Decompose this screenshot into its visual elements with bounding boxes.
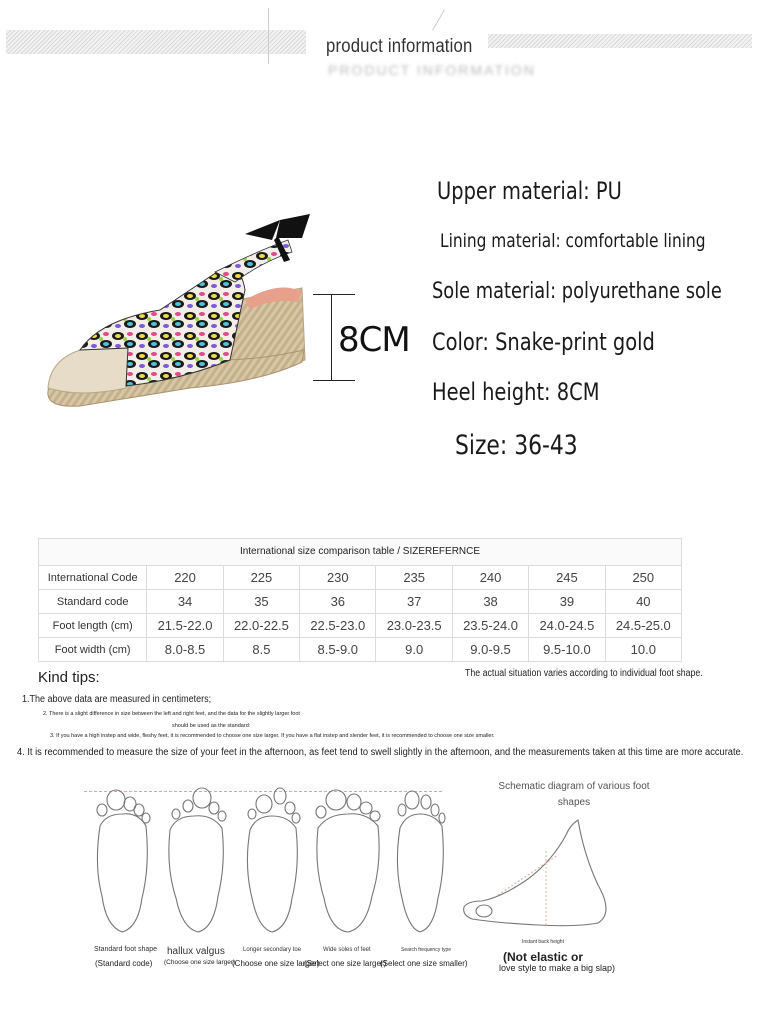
size-table-grid: [38, 565, 682, 662]
row-label: International Code: [39, 566, 147, 590]
side-diagram-title-text: Schematic diagram of various foot shapes: [498, 781, 650, 808]
row-label: Standard code: [39, 590, 147, 614]
table-cell: 9.5-10.0: [529, 638, 605, 662]
foot-wide-sole-icon: [312, 786, 386, 936]
foot-note-wide: (Select one size larger): [304, 959, 387, 968]
header-divider-right: [432, 9, 445, 30]
row-label: Foot length (cm): [39, 614, 147, 638]
table-cell: 220: [147, 566, 223, 590]
spec-upper-material: Upper material: PU: [437, 177, 622, 205]
table-cell: 8.5-9.0: [300, 638, 376, 662]
table-cell: 39: [529, 590, 605, 614]
tips-heading: Kind tips:: [38, 669, 100, 686]
foot-standard-icon: [88, 786, 158, 936]
spec-heel-height: Heel height: 8CM: [432, 378, 600, 406]
header-divider-left: [268, 8, 269, 64]
table-row: [39, 590, 682, 614]
table-cell: 245: [529, 566, 605, 590]
side-diagram-title: [496, 779, 652, 811]
table-cell: 34: [147, 590, 223, 614]
tip-item-4: 4. It is recommended to measure the size of your feet in the afternoon, as feet tend to swell slightly in the afternoon, and the measurements taken at this time are more accurate.: [17, 747, 744, 758]
shoe-image: [40, 210, 320, 420]
height-marker-label: 8CM: [338, 320, 410, 360]
foot-note-slender: (Select one size smaller): [380, 959, 468, 968]
foot-label-second-toe: Longer secondary toe: [243, 947, 302, 953]
header-hatch-left: [6, 30, 306, 54]
table-row: [39, 566, 682, 590]
foot-label-standard: Standard foot shape: [94, 946, 158, 953]
table-cell: 8.0-8.5: [147, 638, 223, 662]
foot-longer-second-toe-icon: [238, 786, 308, 936]
table-cell: 23.0-23.5: [376, 614, 452, 638]
side-small-label: Instant back height: [522, 939, 564, 945]
table-cell: 230: [300, 566, 376, 590]
foot-label-slender: Search frequency type: [401, 947, 452, 953]
table-cell: 40: [605, 590, 681, 614]
table-cell: 37: [376, 590, 452, 614]
table-cell: 23.5-24.0: [452, 614, 528, 638]
table-cell: 24.0-24.5: [529, 614, 605, 638]
size-table: [38, 538, 682, 662]
spec-sole-material: Sole material: polyurethane sole: [432, 279, 722, 304]
foot-note-second-toe: (Choose one size larger): [232, 959, 320, 968]
tip-item-3: 3. If you have a high instep and wide, fleshy feet, it is recommended to choose one size larger. If you have a flat instep and slender feet, it is recommended to choose one size smaller.: [50, 733, 495, 739]
spec-color: Color: Snake-print gold: [432, 328, 655, 356]
height-marker-bottom-cap: [313, 380, 355, 381]
tip-item-2: 2. There is a slight difference in size between the left and right feet, and the data for the slightly larger foot: [43, 711, 300, 717]
table-cell: 36: [300, 590, 376, 614]
table-cell: 240: [452, 566, 528, 590]
table-cell: 250: [605, 566, 681, 590]
foot-note-hallux: (Choose one size larger): [164, 959, 236, 966]
side-note-1: (Not elastic or: [503, 950, 584, 964]
table-row: [39, 638, 682, 662]
height-marker-line: [331, 294, 332, 380]
page-subtitle: PRODUCT INFORMATION: [328, 62, 536, 78]
height-marker-top-cap: [313, 294, 355, 295]
table-cell: 235: [376, 566, 452, 590]
page-title: product information: [326, 36, 473, 57]
spec-lining-material: Lining material: comfortable lining: [440, 230, 706, 252]
table-cell: 22.0-22.5: [223, 614, 299, 638]
table-cell: 22.5-23.0: [300, 614, 376, 638]
foot-side-view-icon: [458, 815, 618, 935]
foot-slender-icon: [388, 786, 452, 936]
side-note-2: love style to make a big slap): [499, 963, 616, 973]
table-row: [39, 614, 682, 638]
table-cell: 8.5: [223, 638, 299, 662]
table-cell: 225: [223, 566, 299, 590]
table-cell: 9.0: [376, 638, 452, 662]
spec-size: Size: 36-43: [455, 430, 578, 461]
foot-hallux-valgus-icon: [162, 786, 234, 936]
tips-note-right: The actual situation varies according to individual foot shape.: [465, 668, 703, 679]
tip-item-2b: should be used as the standard:: [172, 723, 251, 729]
table-cell: 24.5-25.0: [605, 614, 681, 638]
foot-label-hallux: hallux valgus: [167, 946, 225, 957]
foot-label-wide: Wide soles of feet: [323, 947, 371, 953]
table-cell: 10.0: [605, 638, 681, 662]
table-cell: 38: [452, 590, 528, 614]
row-label: Foot width (cm): [39, 638, 147, 662]
header-hatch-right: [488, 34, 752, 48]
tip-item-1: 1.The above data are measured in centimeters;: [22, 694, 212, 705]
foot-note-standard: (Standard code): [95, 959, 153, 968]
size-table-title: International size comparison table / SIZEREFERNCE: [38, 538, 682, 565]
table-cell: 35: [223, 590, 299, 614]
table-cell: 21.5-22.0: [147, 614, 223, 638]
table-cell: 9.0-9.5: [452, 638, 528, 662]
